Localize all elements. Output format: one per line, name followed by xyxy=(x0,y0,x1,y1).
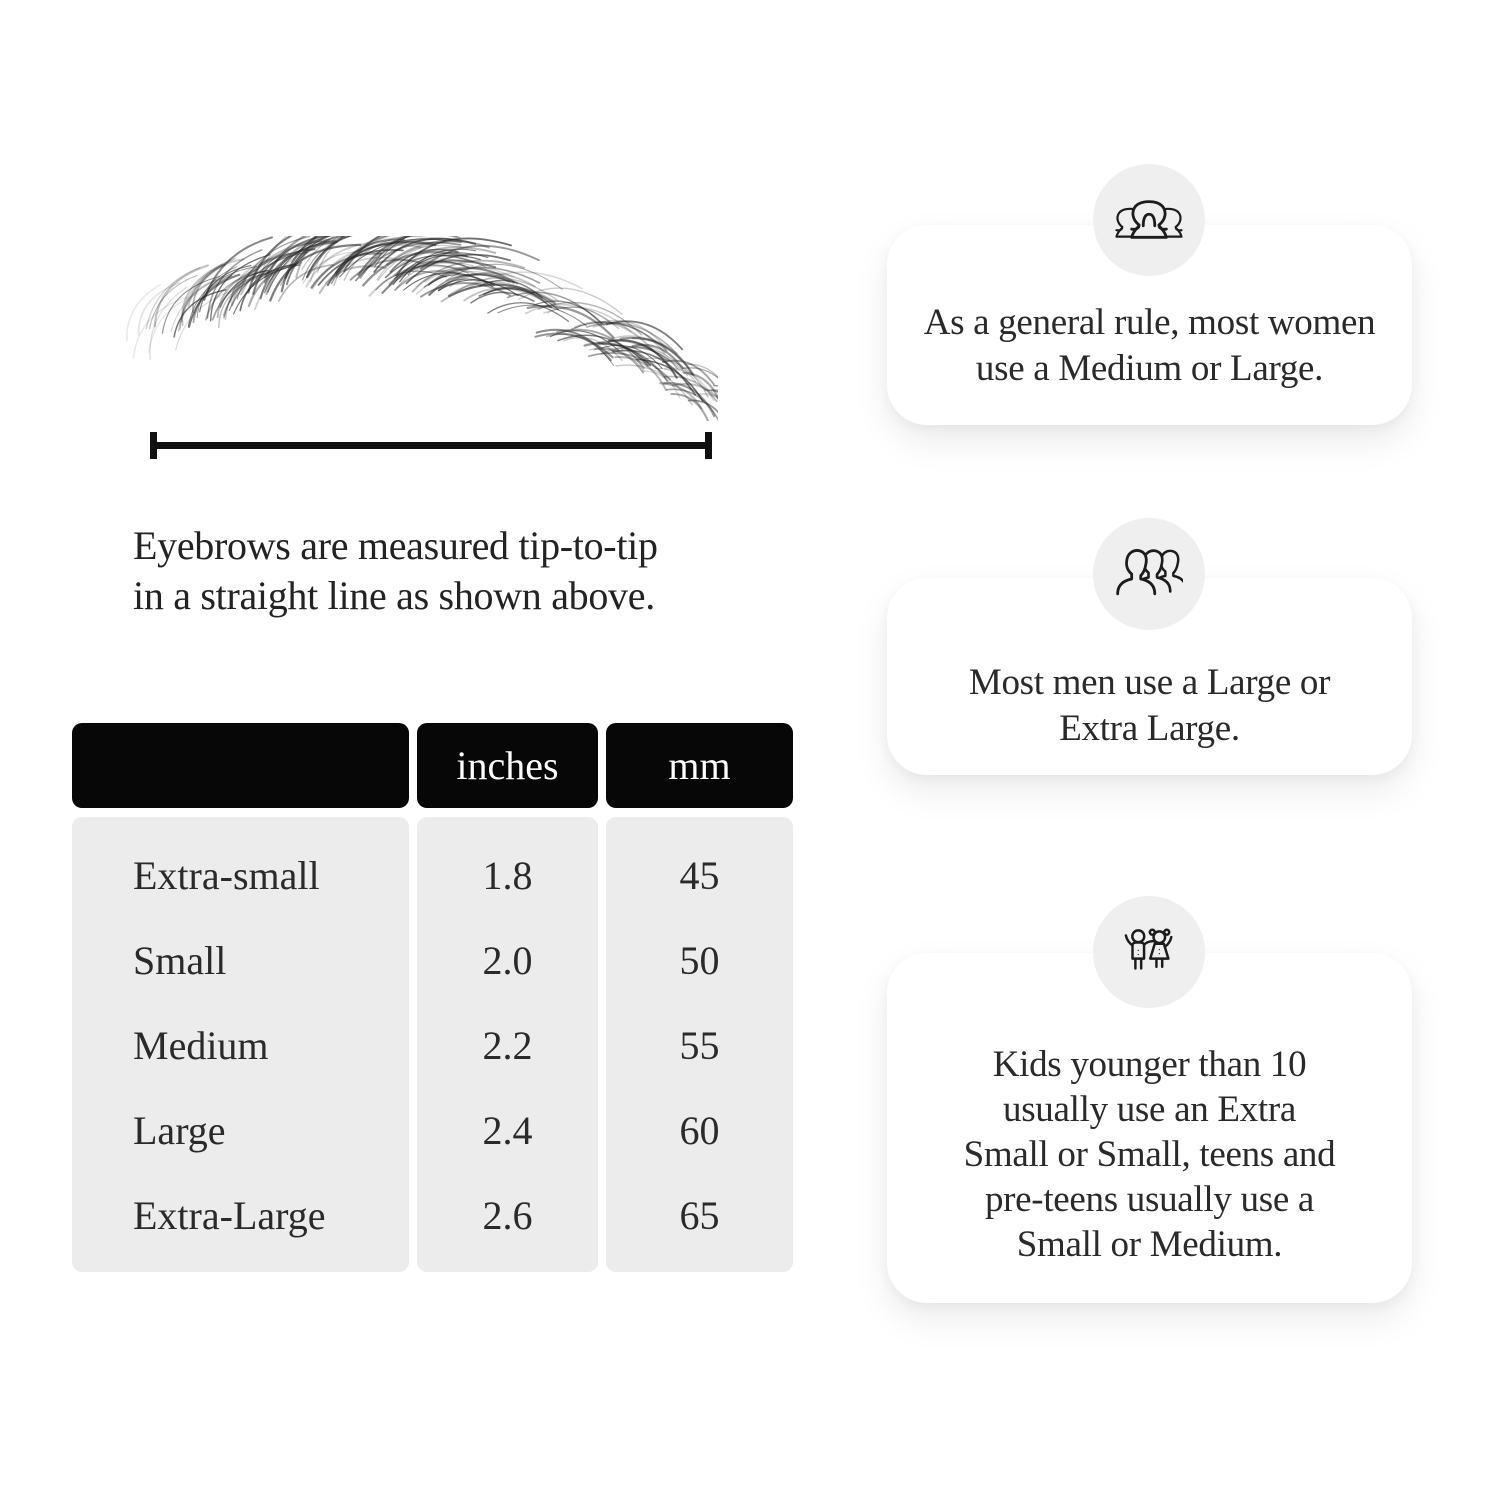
mm-value-cell: 65 xyxy=(679,1193,720,1238)
icon-circle xyxy=(1093,164,1205,276)
card-text-line: Extra Large. xyxy=(1059,708,1240,749)
advice-card-women xyxy=(887,225,1412,425)
children-icon xyxy=(1115,919,1183,985)
table-column-mm xyxy=(606,817,793,1272)
table-header-inches: inches xyxy=(417,723,598,808)
measurement-tick-right xyxy=(705,432,712,459)
card-text-line: Small or Medium. xyxy=(1016,1224,1283,1265)
inches-value-cell: 2.6 xyxy=(482,1193,533,1238)
advice-card-men xyxy=(887,578,1412,775)
inches-value-cell: 1.8 xyxy=(482,853,533,898)
size-label-cell: Small xyxy=(133,938,227,983)
eyebrow-illustration xyxy=(118,236,718,421)
card-text-line: Small or Small, teens and xyxy=(963,1134,1336,1175)
size-label-cell: Large xyxy=(133,1108,226,1153)
mm-value-cell: 50 xyxy=(679,938,720,983)
caption-line-1: Eyebrows are measured tip-to-tip xyxy=(133,523,658,568)
men-group-icon xyxy=(1115,541,1183,607)
measurement-bar xyxy=(150,442,712,449)
card-text xyxy=(887,660,1412,752)
icon-circle xyxy=(1093,896,1205,1008)
size-label-cell: Medium xyxy=(133,1023,269,1068)
measurement-line xyxy=(150,432,712,459)
card-text-line: use a Medium or Large. xyxy=(975,348,1324,389)
card-text-line: Kids younger than 10 xyxy=(992,1044,1307,1085)
mm-value-cell: 55 xyxy=(679,1023,720,1068)
size-label-cell: Extra-small xyxy=(133,853,320,898)
mm-value-cell: 45 xyxy=(679,853,720,898)
mm-value-cell: 60 xyxy=(679,1108,720,1153)
card-text-line: Most men use a Large or xyxy=(968,662,1331,703)
inches-value-cell: 2.4 xyxy=(482,1108,533,1153)
women-group-icon xyxy=(1115,187,1183,253)
caption-line-2: in a straight line as shown above. xyxy=(133,573,655,618)
table-header-mm: mm xyxy=(606,723,793,808)
icon-circle xyxy=(1093,518,1205,630)
inches-value-cell: 2.2 xyxy=(482,1023,533,1068)
advice-card-kids xyxy=(887,953,1412,1303)
table-column-inches xyxy=(417,817,598,1272)
size-label-cell: Extra-Large xyxy=(133,1193,326,1238)
card-text-line: usually use an Extra xyxy=(1003,1089,1296,1130)
card-text-line: pre-teens usually use a xyxy=(984,1179,1315,1220)
card-text-line: As a general rule, most women xyxy=(923,302,1376,343)
eyebrow-hairs xyxy=(127,236,718,421)
table-column-labels xyxy=(72,817,409,1272)
inches-value-cell: 2.0 xyxy=(482,938,533,983)
card-text xyxy=(887,1042,1412,1267)
measurement-caption xyxy=(133,521,658,621)
table-header-size xyxy=(72,723,409,808)
card-text xyxy=(887,300,1412,392)
